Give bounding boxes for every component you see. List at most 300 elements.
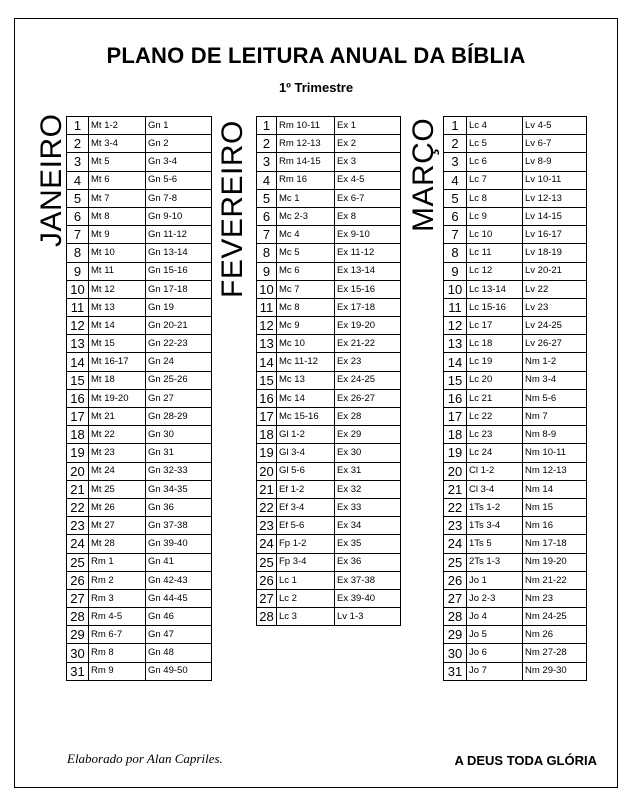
new-testament-cell: Mc 4 [277,226,335,244]
old-testament-cell: Ex 35 [335,535,401,553]
day-cell: 6 [257,207,277,225]
day-cell: 26 [444,571,467,589]
day-cell: 13 [67,335,89,353]
day-cell: 9 [67,262,89,280]
table-row [444,226,587,244]
day-cell: 12 [67,317,89,335]
day-cell: 28 [444,608,467,626]
new-testament-cell: Mt 16-17 [89,353,146,371]
new-testament-cell: Lc 19 [467,353,523,371]
day-cell: 30 [444,644,467,662]
old-testament-cell: Ex 2 [335,135,401,153]
table-row [67,426,212,444]
table-row [257,589,401,607]
table-row [257,226,401,244]
old-testament-cell: Gn 37-38 [146,517,212,535]
old-testament-cell: Ex 17-18 [335,298,401,316]
table-row [444,353,587,371]
old-testament-cell: Nm 17-18 [523,535,587,553]
new-testament-cell: Fp 1-2 [277,535,335,553]
new-testament-cell: Mc 2-3 [277,207,335,225]
day-cell: 15 [257,371,277,389]
old-testament-cell: Ex 24-25 [335,371,401,389]
day-cell: 10 [67,280,89,298]
new-testament-cell: Mt 19-20 [89,389,146,407]
table-row [444,480,587,498]
new-testament-cell: Mc 14 [277,389,335,407]
old-testament-cell: Gn 9-10 [146,207,212,225]
day-cell: 16 [67,389,89,407]
table-row [444,408,587,426]
new-testament-cell: Mt 9 [89,226,146,244]
day-cell: 5 [257,189,277,207]
new-testament-cell: Rm 14-15 [277,153,335,171]
new-testament-cell: Mt 26 [89,498,146,516]
new-testament-cell: Lc 3 [277,608,335,626]
new-testament-cell: Rm 10-11 [277,117,335,135]
old-testament-cell: Nm 16 [523,517,587,535]
day-cell: 8 [67,244,89,262]
old-testament-cell: Ex 31 [335,462,401,480]
page-subtitle: 1º Trimestre [278,80,354,95]
table-row [257,207,401,225]
new-testament-cell: Mt 24 [89,462,146,480]
old-testament-cell: Nm 8-9 [523,426,587,444]
table-row [444,608,587,626]
day-cell: 22 [444,498,467,516]
month-table-janeiro [66,116,212,681]
day-cell: 26 [67,571,89,589]
day-cell: 17 [444,408,467,426]
day-cell: 2 [444,135,467,153]
new-testament-cell: Lc 12 [467,262,523,280]
old-testament-cell: Gn 24 [146,353,212,371]
day-cell: 25 [444,553,467,571]
table-row [257,262,401,280]
new-testament-cell: Rm 9 [89,662,146,680]
new-testament-cell: Lc 24 [467,444,523,462]
new-testament-cell: Gl 1-2 [277,426,335,444]
old-testament-cell: Lv 1-3 [335,608,401,626]
old-testament-cell: Gn 22-23 [146,335,212,353]
old-testament-cell: Gn 34-35 [146,480,212,498]
table-row [444,644,587,662]
day-cell: 8 [257,244,277,262]
day-cell: 19 [67,444,89,462]
new-testament-cell: Lc 4 [467,117,523,135]
new-testament-cell: Mt 5 [89,153,146,171]
old-testament-cell: Ex 15-16 [335,280,401,298]
old-testament-cell: Gn 30 [146,426,212,444]
new-testament-cell: Mc 8 [277,298,335,316]
old-testament-cell: Lv 22 [523,280,587,298]
new-testament-cell: Mt 10 [89,244,146,262]
day-cell: 28 [67,608,89,626]
day-cell: 9 [257,262,277,280]
new-testament-cell: Lc 23 [467,426,523,444]
old-testament-cell: Gn 11-12 [146,226,212,244]
day-cell: 10 [257,280,277,298]
day-cell: 3 [257,153,277,171]
old-testament-cell: Lv 23 [523,298,587,316]
table-row [67,298,212,316]
new-testament-cell: Lc 2 [277,589,335,607]
table-row [444,444,587,462]
author-credit: Elaborado por Alan Capriles. [67,751,223,766]
new-testament-cell: Lc 7 [467,171,523,189]
table-row [257,462,401,480]
new-testament-cell: Lc 8 [467,189,523,207]
old-testament-cell: Gn 39-40 [146,535,212,553]
day-cell: 17 [67,408,89,426]
day-cell: 6 [67,207,89,225]
table-row [444,535,587,553]
new-testament-cell: Rm 3 [89,589,146,607]
day-cell: 27 [257,589,277,607]
table-row [257,135,401,153]
old-testament-cell: Ex 37-38 [335,571,401,589]
table-row [444,462,587,480]
table-row [67,135,212,153]
new-testament-cell: Rm 1 [89,553,146,571]
new-testament-cell: Mt 15 [89,335,146,353]
table-row [444,426,587,444]
new-testament-cell: Lc 17 [467,317,523,335]
table-row [257,353,401,371]
old-testament-cell: Lv 8-9 [523,153,587,171]
new-testament-cell: 2Ts 1-3 [467,553,523,571]
table-row [257,389,401,407]
table-row [444,317,587,335]
new-testament-cell: Jo 1 [467,571,523,589]
new-testament-cell: Mc 6 [277,262,335,280]
table-row [257,189,401,207]
table-row [67,353,212,371]
table-row [444,153,587,171]
new-testament-cell: Lc 13-14 [467,280,523,298]
table-row [444,262,587,280]
table-row [67,335,212,353]
new-testament-cell: Jo 7 [467,662,523,680]
day-cell: 30 [67,644,89,662]
day-cell: 20 [444,462,467,480]
table-row [67,408,212,426]
day-cell: 1 [444,117,467,135]
old-testament-cell: Nm 14 [523,480,587,498]
reading-plan-sheet [14,18,618,788]
day-cell: 24 [444,535,467,553]
day-cell: 22 [257,498,277,516]
table-row [67,153,212,171]
new-testament-cell: Mc 9 [277,317,335,335]
old-testament-cell: Lv 4-5 [523,117,587,135]
day-cell: 21 [67,480,89,498]
old-testament-cell: Gn 36 [146,498,212,516]
new-testament-cell: Rm 12-13 [277,135,335,153]
new-testament-cell: Mc 15-16 [277,408,335,426]
new-testament-cell: Lc 10 [467,226,523,244]
old-testament-cell: Ex 9-10 [335,226,401,244]
old-testament-cell: Gn 44-45 [146,589,212,607]
new-testament-cell: Jo 6 [467,644,523,662]
day-cell: 20 [257,462,277,480]
table-row [444,662,587,680]
new-testament-cell: Mc 5 [277,244,335,262]
new-testament-cell: Mt 13 [89,298,146,316]
old-testament-cell: Gn 42-43 [146,571,212,589]
day-cell: 4 [67,171,89,189]
table-row [257,371,401,389]
table-row [444,298,587,316]
old-testament-cell: Lv 12-13 [523,189,587,207]
day-cell: 12 [444,317,467,335]
old-testament-cell: Gn 49-50 [146,662,212,680]
new-testament-cell: Ef 1-2 [277,480,335,498]
table-row [444,244,587,262]
month-table-marco [443,116,587,681]
day-cell: 14 [257,353,277,371]
table-row [67,244,212,262]
old-testament-cell: Gn 46 [146,608,212,626]
old-testament-cell: Gn 27 [146,389,212,407]
new-testament-cell: Cl 1-2 [467,462,523,480]
table-row [257,298,401,316]
old-testament-cell: Lv 6-7 [523,135,587,153]
old-testament-cell: Gn 15-16 [146,262,212,280]
old-testament-cell: Lv 18-19 [523,244,587,262]
day-cell: 11 [67,298,89,316]
day-cell: 19 [444,444,467,462]
old-testament-cell: Lv 16-17 [523,226,587,244]
old-testament-cell: Nm 29-30 [523,662,587,680]
old-testament-cell: Gn 1 [146,117,212,135]
day-cell: 16 [444,389,467,407]
day-cell: 28 [257,608,277,626]
table-row [67,662,212,680]
old-testament-cell: Ex 30 [335,444,401,462]
table-row [257,517,401,535]
table-row [444,498,587,516]
old-testament-cell: Gn 28-29 [146,408,212,426]
day-cell: 23 [67,517,89,535]
day-cell: 18 [67,426,89,444]
new-testament-cell: Jo 5 [467,626,523,644]
day-cell: 25 [257,553,277,571]
table-row [444,117,587,135]
old-testament-cell: Nm 10-11 [523,444,587,462]
table-row [67,189,212,207]
old-testament-cell: Ex 32 [335,480,401,498]
old-testament-cell: Ex 19-20 [335,317,401,335]
table-row [257,244,401,262]
new-testament-cell: Mt 18 [89,371,146,389]
day-cell: 13 [444,335,467,353]
new-testament-cell: Mt 3-4 [89,135,146,153]
old-testament-cell: Nm 7 [523,408,587,426]
day-cell: 14 [67,353,89,371]
new-testament-cell: Mt 12 [89,280,146,298]
new-testament-cell: Cl 3-4 [467,480,523,498]
table-row [444,626,587,644]
table-row [444,589,587,607]
new-testament-cell: Mt 11 [89,262,146,280]
new-testament-cell: 1Ts 3-4 [467,517,523,535]
old-testament-cell: Nm 19-20 [523,553,587,571]
old-testament-cell: Ex 34 [335,517,401,535]
day-cell: 7 [257,226,277,244]
table-row [67,644,212,662]
new-testament-cell: Rm 4-5 [89,608,146,626]
day-cell: 17 [257,408,277,426]
month-table-fevereiro [256,116,401,626]
new-testament-cell: Mc 1 [277,189,335,207]
table-row [444,280,587,298]
table-row [67,317,212,335]
table-row [444,389,587,407]
day-cell: 3 [67,153,89,171]
new-testament-cell: Rm 6-7 [89,626,146,644]
new-testament-cell: Mt 8 [89,207,146,225]
new-testament-cell: Lc 5 [467,135,523,153]
old-testament-cell: Ex 29 [335,426,401,444]
new-testament-cell: Lc 21 [467,389,523,407]
day-cell: 21 [444,480,467,498]
day-cell: 11 [444,298,467,316]
table-row [67,389,212,407]
old-testament-cell: Gn 19 [146,298,212,316]
day-cell: 4 [444,171,467,189]
day-cell: 29 [67,626,89,644]
old-testament-cell: Lv 26-27 [523,335,587,353]
old-testament-cell: Gn 13-14 [146,244,212,262]
new-testament-cell: Mt 22 [89,426,146,444]
day-cell: 24 [257,535,277,553]
old-testament-cell: Ex 3 [335,153,401,171]
new-testament-cell: Lc 1 [277,571,335,589]
table-row [444,135,587,153]
table-row [257,117,401,135]
day-cell: 26 [257,571,277,589]
table-row [444,207,587,225]
table-row [67,280,212,298]
old-testament-cell: Gn 5-6 [146,171,212,189]
table-row [67,444,212,462]
old-testament-cell: Ex 21-22 [335,335,401,353]
month-label-marco: MARÇO [407,117,440,232]
old-testament-cell: Nm 23 [523,589,587,607]
old-testament-cell: Gn 2 [146,135,212,153]
old-testament-cell: Nm 5-6 [523,389,587,407]
table-row [257,317,401,335]
day-cell: 7 [444,226,467,244]
day-cell: 27 [444,589,467,607]
old-testament-cell: Gn 31 [146,444,212,462]
day-cell: 31 [67,662,89,680]
day-cell: 16 [257,389,277,407]
day-cell: 24 [67,535,89,553]
table-row [257,171,401,189]
table-row [67,626,212,644]
table-row [257,153,401,171]
old-testament-cell: Ex 6-7 [335,189,401,207]
old-testament-cell: Nm 27-28 [523,644,587,662]
day-cell: 11 [257,298,277,316]
table-row [67,371,212,389]
table-row [257,480,401,498]
new-testament-cell: Mc 11-12 [277,353,335,371]
table-row [257,280,401,298]
table-row [67,571,212,589]
day-cell: 5 [444,189,467,207]
day-cell: 1 [257,117,277,135]
old-testament-cell: Lv 24-25 [523,317,587,335]
new-testament-cell: Rm 16 [277,171,335,189]
day-cell: 22 [67,498,89,516]
day-cell: 2 [67,135,89,153]
new-testament-cell: Mt 28 [89,535,146,553]
old-testament-cell: Ex 4-5 [335,171,401,189]
month-label-fevereiro: FEVEREIRO [216,120,249,298]
new-testament-cell: Lc 6 [467,153,523,171]
day-cell: 1 [67,117,89,135]
day-cell: 23 [257,517,277,535]
old-testament-cell: Nm 24-25 [523,608,587,626]
new-testament-cell: Lc 20 [467,371,523,389]
table-row [67,553,212,571]
old-testament-cell: Gn 47 [146,626,212,644]
day-cell: 13 [257,335,277,353]
month-label-janeiro: JANEIRO [35,113,68,247]
new-testament-cell: Lc 11 [467,244,523,262]
day-cell: 19 [257,444,277,462]
new-testament-cell: Mt 25 [89,480,146,498]
old-testament-cell: Ex 1 [335,117,401,135]
table-row [257,608,401,626]
new-testament-cell: Rm 2 [89,571,146,589]
old-testament-cell: Gn 17-18 [146,280,212,298]
old-testament-cell: Nm 1-2 [523,353,587,371]
day-cell: 4 [257,171,277,189]
day-cell: 8 [444,244,467,262]
new-testament-cell: Jo 4 [467,608,523,626]
table-row [444,371,587,389]
day-cell: 29 [444,626,467,644]
footer-motto: A DEUS TODA GLÓRIA [454,753,597,768]
new-testament-cell: Gl 5-6 [277,462,335,480]
table-row [67,117,212,135]
table-row [444,571,587,589]
new-testament-cell: Ef 3-4 [277,498,335,516]
old-testament-cell: Nm 21-22 [523,571,587,589]
page-title: PLANO DE LEITURA ANUAL DA BÍBLIA [106,43,526,68]
new-testament-cell: Rm 8 [89,644,146,662]
table-row [67,207,212,225]
new-testament-cell: Fp 3-4 [277,553,335,571]
new-testament-cell: Mt 14 [89,317,146,335]
day-cell: 5 [67,189,89,207]
day-cell: 10 [444,280,467,298]
old-testament-cell: Lv 14-15 [523,207,587,225]
new-testament-cell: 1Ts 5 [467,535,523,553]
table-row [67,262,212,280]
old-testament-cell: Gn 3-4 [146,153,212,171]
new-testament-cell: Mc 10 [277,335,335,353]
table-row [257,426,401,444]
old-testament-cell: Ex 8 [335,207,401,225]
old-testament-cell: Ex 13-14 [335,262,401,280]
table-row [67,171,212,189]
table-row [444,553,587,571]
